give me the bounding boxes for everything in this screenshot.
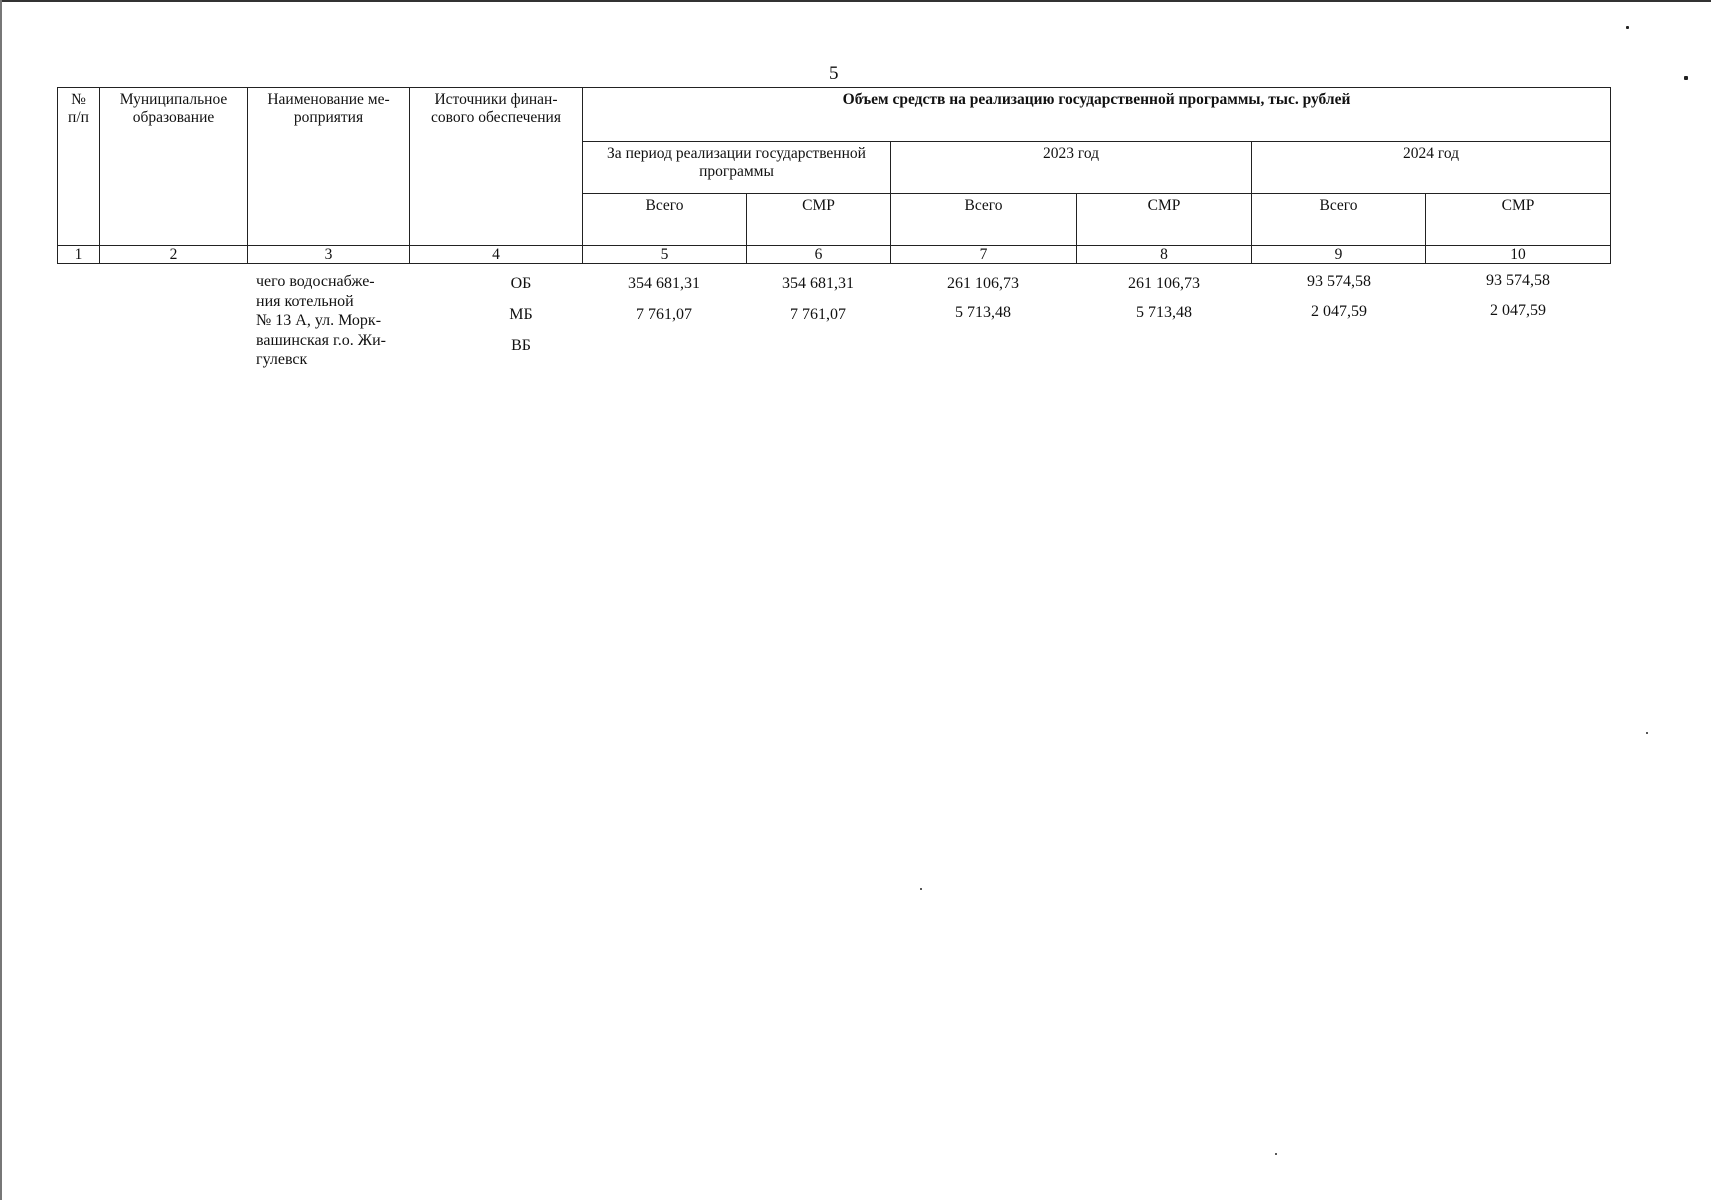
header-period-smr: СМР [747, 194, 891, 246]
column-number: 4 [410, 246, 583, 264]
header-municipality: Муниципальное образование [100, 88, 248, 246]
scan-edge-left [0, 0, 2, 1200]
measure-line: № 13 А, ул. Морк- [256, 312, 382, 329]
column-number: 2 [100, 246, 248, 264]
header-2023-smr: СМР [1077, 194, 1252, 246]
value-2024-total: 2 047,59 [1311, 303, 1367, 320]
header-year-2023: 2023 год [891, 142, 1252, 194]
header-funding-volume: Объем средств на реализацию государственной программы, тыс. рублей [583, 88, 1611, 142]
column-number: 10 [1426, 246, 1611, 264]
header-row-number: № п/п [58, 88, 100, 246]
source-label-ob: ОБ [510, 275, 532, 292]
value-period-smr: 7 761,07 [790, 306, 846, 323]
header-2024-total: Всего [1252, 194, 1426, 246]
value-period-smr: 354 681,31 [782, 275, 854, 292]
column-number: 1 [58, 246, 100, 264]
column-number: 3 [248, 246, 410, 264]
header-period-total-all: Всего [583, 194, 747, 246]
page-number: 5 [829, 63, 839, 84]
measure-name [256, 272, 406, 370]
value-2024-smr: 93 574,58 [1486, 272, 1550, 289]
header-measure-name: Наименование ме-роприятия [248, 88, 410, 246]
measure-line: гулевск [256, 351, 308, 368]
scan-edge-top [0, 0, 1711, 2]
scan-speck [1275, 1153, 1277, 1155]
value-period-total: 354 681,31 [628, 275, 700, 292]
header-funding-sources: Источники финан-сового обеспечения [410, 88, 583, 246]
header-2023-total: Всего [891, 194, 1077, 246]
header-period-total: За период реализации государственной программы [583, 142, 891, 194]
scan-speck [1646, 732, 1648, 734]
value-2023-total: 5 713,48 [955, 304, 1011, 321]
column-number: 8 [1077, 246, 1252, 264]
program-funding-table [57, 87, 1611, 264]
value-2023-total: 261 106,73 [947, 275, 1019, 292]
column-number: 6 [747, 246, 891, 264]
measure-line: ния котельной [256, 292, 354, 310]
value-period-total: 7 761,07 [636, 306, 692, 323]
value-2023-smr: 5 713,48 [1136, 304, 1192, 321]
column-number: 9 [1252, 246, 1426, 264]
column-number: 7 [891, 246, 1077, 264]
value-2023-smr: 261 106,73 [1128, 275, 1200, 292]
source-label-vb: ВБ [511, 337, 531, 354]
scan-speck [1626, 26, 1629, 29]
scan-speck [920, 888, 922, 890]
source-label-mb: МБ [509, 306, 533, 323]
measure-line: вашинская г.о. Жи- [256, 331, 386, 349]
scan-speck [1684, 76, 1688, 80]
measure-line: чего водоснабже- [256, 273, 375, 290]
header-year-2024: 2024 год [1252, 142, 1611, 194]
column-number: 5 [583, 246, 747, 264]
value-2024-total: 93 574,58 [1307, 273, 1371, 290]
header-2024-smr: СМР [1426, 194, 1611, 246]
value-2024-smr: 2 047,59 [1490, 302, 1546, 319]
